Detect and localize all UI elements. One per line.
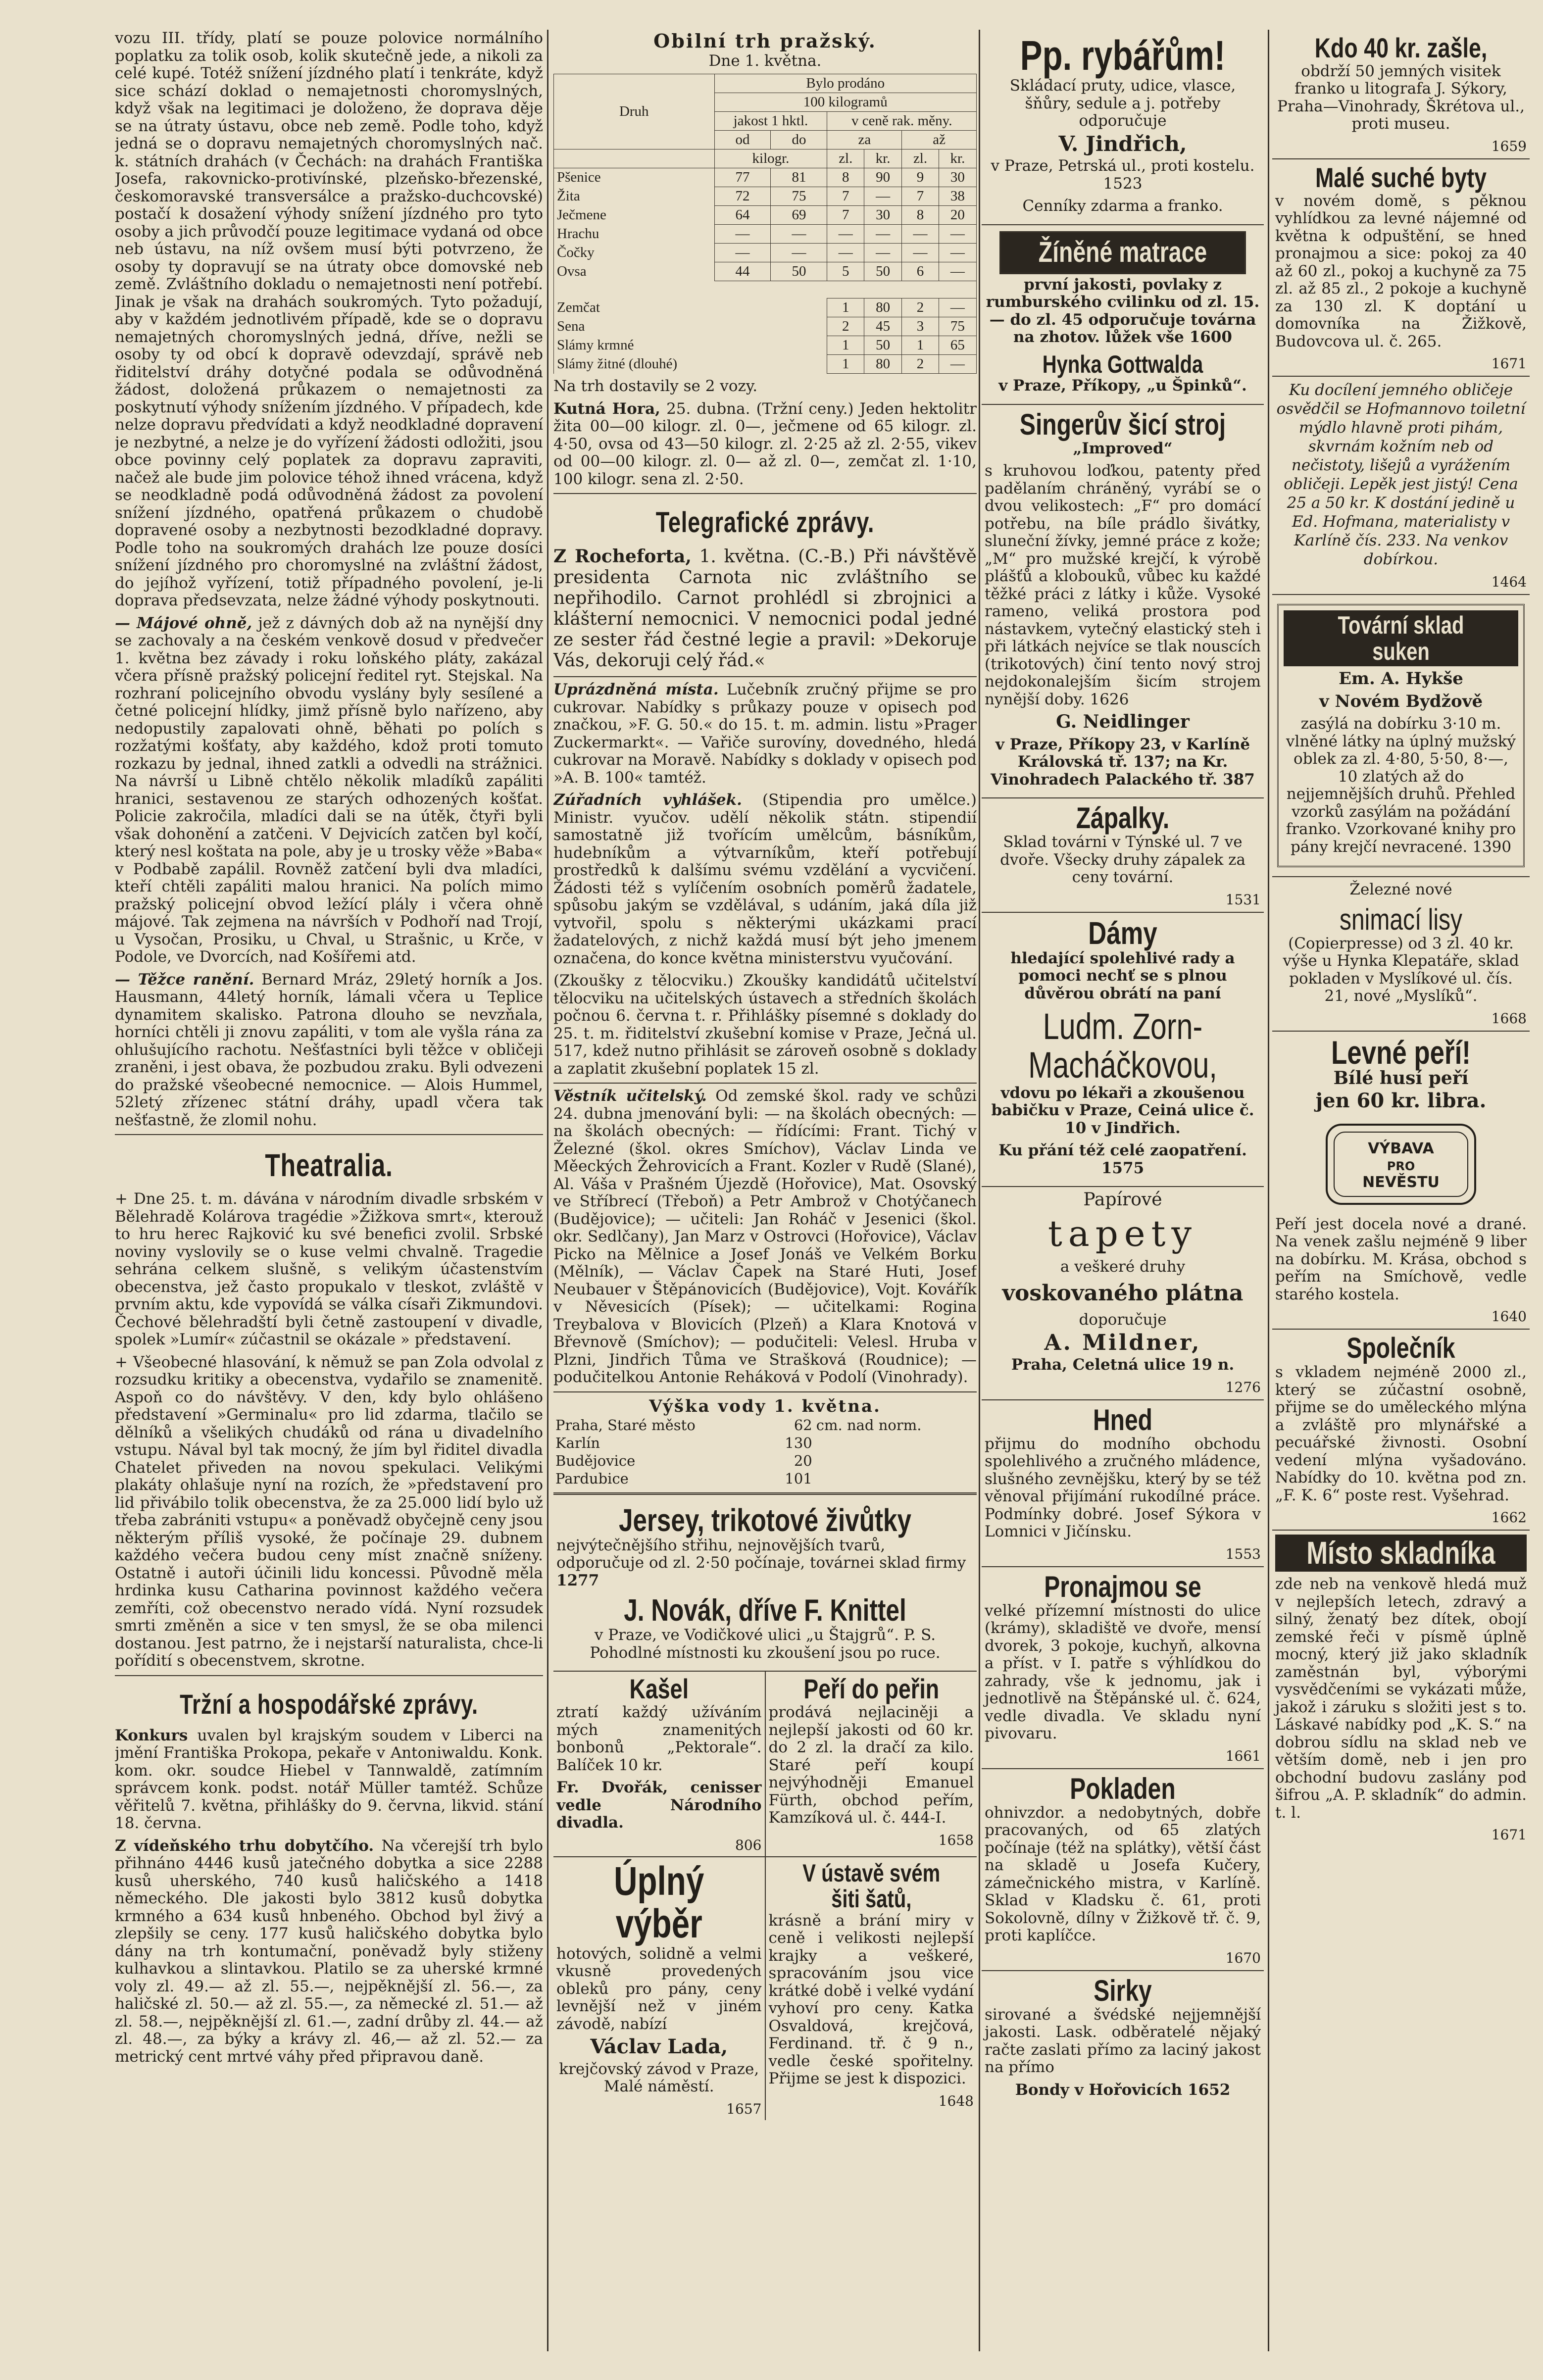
- column-rule: [1268, 30, 1269, 2351]
- table-cell: 81: [771, 168, 827, 187]
- table-cell: 7: [902, 187, 939, 206]
- ad-text: obdrží 50 jemných visitek franko u litografa J. Sýkory, Praha—Vinohrady, Škrétova ul., proti museu.: [1277, 62, 1525, 133]
- table-cell: 45: [864, 317, 902, 336]
- ad-text: [556, 1537, 974, 1590]
- ad-number: 1652: [1188, 2081, 1231, 2099]
- water-unit: [814, 1470, 977, 1488]
- ad-text: s vkladem nejméně 2000 zl., který se zúčastní osobně, přijme se do uměleckého mlýna a zvláště pro mlynářské a pecuářské živnosti. Osobní vedení mlýna vyšadováno. Nabídky do 10. května pod zn. „F. K. 6“ poste rest. Vyšehrad.: [1275, 1363, 1527, 1504]
- table-cell: 8: [827, 168, 864, 187]
- table-cell: —: [902, 225, 939, 244]
- ad-text: [1284, 715, 1518, 856]
- ad-title: Pp. rybářům!: [1020, 32, 1226, 79]
- table-cell: 44: [714, 262, 771, 281]
- ad-title: Pronajmou se: [1044, 1570, 1201, 1603]
- water-title: Výška vody 1. května.: [649, 1396, 881, 1416]
- table-cell: 9: [902, 168, 939, 187]
- table-row: [554, 355, 977, 374]
- col-do: do: [771, 131, 827, 149]
- table-cell: —: [939, 298, 976, 317]
- ad-title: Singerův šicí stroj: [1019, 407, 1226, 441]
- table-cell: —: [939, 262, 976, 281]
- ad-text-body: Ku přání též celé zaopatření.: [998, 1141, 1247, 1160]
- table-cell: 30: [864, 206, 902, 225]
- table-cell: —: [827, 244, 864, 262]
- section-title-trzni: Tržní a hospodářské zprávy.: [180, 1688, 478, 1720]
- table-cell: 6: [902, 262, 939, 281]
- article-heading: Z Rocheforta,: [553, 546, 692, 567]
- ad-matrace: [982, 225, 1264, 405]
- table-cell: 2: [902, 355, 939, 374]
- ad-kasel: [553, 1672, 765, 1856]
- ad-number: 806: [735, 1836, 762, 1853]
- col-jakost: jakost 1 hktl.: [714, 112, 827, 131]
- ad-place: v Novém Bydžově: [1319, 691, 1483, 711]
- ad-number: 1658: [938, 1832, 974, 1848]
- ad-number: 1648: [938, 2092, 974, 2109]
- label-text: PRO: [1387, 1159, 1415, 1173]
- table-cell: —: [902, 244, 939, 262]
- ad-price: jen 60 kr. libra.: [1315, 1089, 1487, 1113]
- table-cell: 50: [864, 336, 902, 355]
- column-4: [1272, 30, 1530, 1847]
- article-text: 25. dubna. (Tržní ceny.) Jeden hektolitr žita 00—00 kilogr. zl. 0—, ječmene od 65 kilogr. zl. 4·50, ovsa od 43—50 kilogr. zl. 2·25 až zl. 2·55, vikev od 00—00 kilogr. zl. 0— až zl. 0—, zemčat zl. 1·10, 100 kilogr. sena zl. 2·50.: [553, 399, 977, 488]
- ad-title: J. Novák, dříve F. Knittel: [624, 1593, 906, 1628]
- ad-subtitle: „Improved“: [1073, 439, 1173, 457]
- ad-number: 1640: [1491, 1308, 1527, 1325]
- divider: [115, 1675, 543, 1676]
- table-cell: Ovsa: [554, 262, 715, 281]
- table-cell: 2: [902, 298, 939, 317]
- ad-text: sirované a švédské nejjemnější jakosti. Lask. odběratelé nějaký račte zaslati přímo za laciný jakost na přímo: [985, 2005, 1261, 2077]
- label-text: NEVĚSTU: [1362, 1173, 1440, 1191]
- grain-rows: [554, 168, 977, 281]
- ad-number: 1553: [1225, 1545, 1261, 1562]
- ad-text: a veškeré druhy: [1060, 1257, 1186, 1276]
- column-3: [982, 30, 1264, 2108]
- ad-title: Společník: [1346, 1332, 1455, 1365]
- divider: [553, 1391, 977, 1392]
- divider: [553, 493, 977, 494]
- table-row: [554, 336, 977, 355]
- ad-number: 1659: [1491, 138, 1527, 154]
- ad-number: 1626: [1090, 690, 1129, 708]
- ad-number: 1661: [1225, 1747, 1261, 1764]
- article-text: + Všeobecné hlasování, k němuž se pan Zola odvolal z rozsudku kritiky a obecenstva, vydařilo se znamenitě. Aspoň co do návštěvy. V den, kdy bylo ohlášeno představení »Germinalu« pro lid zdarma, tlačilo se dělníků a všelikých chudáků od rána u divadelního vstupu. Nával byl tak mocný, že jím byl řiditel divadla Chatelet přiveden na novou spekulaci. Velikými plakáty ohlašuje nyní na rozích, že »představení pro lid přivábilo tolik obecenstva, že za 25.000 lidí bylo už třeba zabrániti vstupu« a poněvadž obyčejně ceny jsou některým příliš vysoké, že počínaje 29. dubnem každého večera budou ceny míst značně sníženy. Ostatně i autoři účinili lidu koncessi. Původně měla hrdinka kusu Catharina povinnost každého večera zemříti, což obecenstvo nerado vídá. Nyní rozsudek smrti změněn a sice v ten smysl, že se oba milenci dostanou. Jest patrno, že i nejstarší naturalista, chce-li pořídití s obecenstvem, skrotne.: [115, 1353, 543, 1670]
- water-place: Pardubice: [555, 1470, 629, 1487]
- table-cell: —: [939, 244, 976, 262]
- col-kr: kr.: [864, 149, 902, 168]
- ad-text: Praha, Celetná ulice 19 n.: [1011, 1356, 1235, 1374]
- market-date: Dne 1. května.: [708, 52, 822, 70]
- table-cell: 7: [827, 206, 864, 225]
- table-cell: —: [939, 355, 976, 374]
- table-cell: 2: [827, 317, 864, 336]
- ad-zapalky: [982, 798, 1264, 913]
- table-cell: 50: [864, 262, 902, 281]
- table-cell: —: [864, 225, 902, 244]
- table-row: [554, 168, 977, 187]
- table-cell: —: [864, 187, 902, 206]
- ad-number: 1531: [1225, 891, 1261, 908]
- water-value: 62: [794, 1416, 812, 1434]
- ad-text: ohnivzdor. a nedobytných, dobře pracovaných, od 65 zlatých počínaje (též na splátky), větší část na skladě u Josefa Kučery, zámečnického mistra, v Karlíně. Sklad v Kladsku č. 61, proti Sokolovně, dílny v Žižkově tř. č. 9, proti kaplíčce.: [985, 1803, 1261, 1945]
- article-vest: [553, 1088, 977, 1387]
- spacer: [554, 281, 977, 298]
- divider: [553, 676, 977, 677]
- ad-title: Hned: [1093, 1403, 1152, 1437]
- ad-name: V. Jindřich,: [1058, 131, 1187, 156]
- table-cell: 5: [827, 262, 864, 281]
- article-text: Lučebník zručný přijme se pro cukrovar. Nabídky s průkazy pouze v opisech pod značkou, »F. G. 50.« do 15. t. m. admin. listu »Prager Zuckermarkt«. — Vařiče surovíny, dovedného, hledá cukrovar na Moravě. Nabídky s doklady v opisech pod »A. B. 100« tamtéž.: [553, 681, 977, 787]
- col-kr: kr.: [939, 149, 976, 168]
- ad-text-body: zasýlá na dobírku 3·10 m. vlněné látky na úplný mužský oblek za zl. 4·80, 5·50, 8·—, 10 zlatých až do nejjemnějších druhů. Přehled vzorků zasýlám na požádání franko. Vzorkované knihy pro pány krejčí nevracené.: [1286, 715, 1516, 856]
- table-cell: Ječmene: [554, 206, 715, 225]
- ad-text: [985, 1142, 1261, 1177]
- col-unit: 100 kilogramů: [714, 93, 976, 112]
- article-heading: Konkurs: [115, 1726, 188, 1744]
- ad-number: 1390: [1472, 838, 1512, 856]
- ad-lisy: [1272, 877, 1530, 1032]
- ad-text: Papírové: [1083, 1190, 1162, 1210]
- table-row: [554, 187, 977, 206]
- divider: [553, 1083, 977, 1084]
- table-cell: 30: [939, 168, 976, 187]
- ad-name: Václav Lada,: [590, 2035, 728, 2059]
- table-row: [554, 244, 977, 262]
- ad-row: [553, 1672, 977, 1857]
- ad-text: Bílé husí peří: [1333, 1067, 1469, 1089]
- column-rule: [979, 30, 980, 2351]
- table-cell: 8: [902, 206, 939, 225]
- table-cell: —: [771, 244, 827, 262]
- label-text: VÝBAVA: [1368, 1140, 1434, 1157]
- ad-name: Ludm. Zorn-: [1043, 1006, 1203, 1047]
- other-rows: [554, 298, 977, 374]
- feather-label-icon: [1312, 1115, 1490, 1214]
- table-cell: 1: [902, 336, 939, 355]
- ad-uplny: [553, 1857, 765, 2120]
- ad-text: [985, 157, 1261, 193]
- section-title-telegraf: Telegrafické zprávy.: [655, 506, 875, 539]
- article-text: uvalen byl krajským soudem v Liberci na jmění Františka Prokopa, pekaře v Antoniwaldu. Konk. kom. okr. soudce Hiebel v Tannwaldě, zatímním správcem konk. podst. notář Müller tamtéž. Schůze věřitelů 7. května, přihlášky do 9. června, likvid. stání 18. června.: [115, 1726, 543, 1832]
- ad-text: Fr. Dvořák, cenisser vedle Národního divadla.: [556, 1779, 762, 1832]
- article-text: Od zemské škol. rady ve schůzi 24. dubna jmenování byli: — na školách obecných: — na školách obecných: — řídícími: Frant. Tichý v Železné (škol. okres Smíchov), Václav Linda ve Měeckých Žehrovicích a Frant. Kozler v Rudě (Slané), Al. Váša v Prašném Újezdě (Hořovice), Mat. Osovský ve Stříbrecí (Třeboň) a Petr Ambrož v Chotýčanech (Budějovice); — učiteli: Jan Roháč v Jesenici (škol. okr. Sedlčany), Jan Marz v Ostrovci (Hořovice), Václav Picko na Mělnice a Josef Jonáš ve Velkém Borku (Mělník), — Václav Čapek na Staré Huti, Josef Neubauer v Štěpánovicích (Budějovice), Vojt. Kovářík v Něvesicích (Písek); — učitelkami: Rogina Treybalova v Blovicích (Plzeň) a Klara Knotová v Břevnově (Smíchov); — podučiteli: Velesl. Hruba v Plzni, Jindřich Tůma ve Strašková (Roudnice); — podučitelkou Antonie Reháková v Podolí (Vinohrady).: [553, 1087, 977, 1386]
- water-table: [553, 1416, 977, 1488]
- ad-title: Zápalky.: [1076, 801, 1170, 835]
- table-cell: Slámy žitné (dlouhé): [554, 355, 827, 374]
- ad-text: [985, 462, 1261, 708]
- table-cell: Čočky: [554, 244, 715, 262]
- ad-singer: [982, 405, 1264, 799]
- ad-number: 1523: [1103, 174, 1143, 193]
- ad-text: ztratí každý užíváním mých znamenitých bonbonů „Pektorale“. Balíček 10 kr.: [556, 1703, 762, 1774]
- ad-number: 1575: [1101, 1159, 1145, 1177]
- article-heading: Zúřadních vyhlášek.: [553, 791, 742, 809]
- ad-name: Bondy v Hořovicích: [1015, 2081, 1183, 2099]
- ad-text: v Praze, ve Vodičkové ulici „u Štajgrů“. P. S. Pohodlné místnosti ku zkoušení jsou po ruce.: [590, 1626, 941, 1662]
- ad-name: Macháčkovou,: [1028, 1044, 1217, 1086]
- article-zur: [553, 792, 977, 967]
- ad-number: 1464: [1491, 574, 1527, 591]
- table-cell: 3: [902, 317, 939, 336]
- table-cell: 1: [827, 355, 864, 374]
- ad-text: krásně a brání miry v ceně i velikosti nejlepší krajky a veškeré, spracováním jsou vice krátké době i velké vydání vyhoví pro ceny. Katka Osvaldová, krejčová, Ferdinand. tř. č 9 n., vedle české spořitelny. Přijme se jest k dispozici.: [768, 1911, 974, 2088]
- water-place: Praha, Staré město: [555, 1416, 696, 1434]
- ad-title: Kašel: [629, 1673, 689, 1705]
- ad-title: Úplný výběr: [614, 1858, 704, 1946]
- water-value: 20: [794, 1452, 812, 1469]
- ad-text: v Praze, Příkopy 23, v Karlíně Královská tř. 137; na Kr. Vinohradech Palackého tř. 387: [991, 735, 1255, 789]
- ad-male-byty: [1272, 159, 1530, 377]
- ad-spolecnik: [1272, 1330, 1530, 1531]
- ad-title-box: [1284, 610, 1518, 666]
- ad-number: 1276: [1225, 1379, 1261, 1395]
- ad-damy: [982, 913, 1264, 1188]
- ad-text: [985, 2082, 1261, 2099]
- ad-text: Cenníky zdarma a franko.: [1022, 197, 1223, 215]
- table-cell: 75: [939, 317, 976, 336]
- table-cell: 1: [827, 298, 864, 317]
- ad-number: 1670: [1225, 1949, 1261, 1966]
- ad-address: v Praze, Petrská ul., proti kostelu.: [991, 157, 1255, 175]
- table-row: [554, 317, 977, 336]
- ad-text-body: první jakosti, povlaky z rumburského cvilinku od zl. 15.— do zl. 45 odporučuje továrna na zhotov. lůžek vše: [986, 275, 1260, 347]
- table-cell: Slámy krmné: [554, 336, 827, 355]
- market-note: Na trh dostavily se 2 vozy.: [553, 377, 758, 395]
- col-cena: v ceně rak. měny.: [827, 112, 977, 131]
- ad-title: Žíněné matrace: [1038, 236, 1207, 268]
- ad-ustave: [765, 1857, 977, 2120]
- table-cell: 80: [864, 355, 902, 374]
- ad-text: [985, 276, 1261, 347]
- ad-skladnik: [1272, 1531, 1530, 1847]
- article-tezce: [115, 971, 543, 1130]
- ad-text: doporučuje: [1079, 1311, 1167, 1329]
- article-upr: [553, 681, 977, 787]
- table-row: [553, 1416, 977, 1434]
- ad-peri: [765, 1672, 977, 1856]
- article-heading: Z vídeňského trhu dobytčího.: [115, 1836, 374, 1855]
- ad-mydlo: [1272, 377, 1530, 595]
- ad-text: Železné nové: [1349, 881, 1452, 899]
- ad-text-body: nejvýtečnějšího střihu, nejnovějších tvarů, odporučuje od zl. 2·50 počínaje, továrnei sklad firmy: [556, 1536, 966, 1572]
- col-od: od: [714, 131, 771, 149]
- ad-title: Místo skladníka: [1306, 1535, 1495, 1571]
- ad-sirky: [982, 1971, 1264, 2108]
- table-row: [554, 262, 977, 281]
- ad-text: (Copierpresse) od 3 zl. 40 kr. výše u Hynka Klepatáře, sklad pokladen v Myslíkové ul. čís. 21, nové „Myslíků“.: [1283, 934, 1519, 1005]
- ad-hned: [982, 1400, 1264, 1567]
- col-zl: zl.: [902, 149, 939, 168]
- ad-title: Malé suché byty: [1315, 161, 1487, 193]
- table-cell: 90: [864, 168, 902, 187]
- article-konkurs: [115, 1727, 543, 1833]
- ad-title: Pokladen: [1070, 1772, 1176, 1805]
- table-cell: —: [864, 244, 902, 262]
- ad-text: vdovu po lékaři a zkoušenou babičku v Praze, Ceiná ulice č. 10 v Jindřich.: [991, 1084, 1254, 1137]
- table-row: [554, 206, 977, 225]
- table-row: [554, 225, 977, 244]
- article-text: (Stipendia pro umělce.) Ministr. vyučov. udělí několik státn. stipendií samostatně již tvořícím umělcům, básníkům, hudebníkům a výtvarníkům, kteří potřebují prostředků k dalšímu svému vzdělání a vycvičení. Žádosti též s vylíčením osobních poměrů žadatele, spůsobu jakým se vzdělával, s udáním, jaká díla již vytvořil, spolu s některými ukázkami prací žadatelových, z nichž každá musí být jeho jmenem označena, do konce května ministerstvu vyučování.: [553, 791, 977, 967]
- water-unit: [814, 1434, 977, 1452]
- article-text: Na včerejší trh bylo přihnáno 4446 kusů jatečného dobytka a sice 2288 kusů uherského, 740 kusů haličského a 1418 německého. Dle jakosti bylo 3812 kusů dobytka krmného a 634 kusů hnbeného. Obchod byl živý a zlepšily se ceny. 177 kusů haličského dobytka bylo dány na trh kontumační, poněvadž byly stiženy kulhavkou a slintavkou. Platilo se za uherské krmné voly zl. 49.— až zl. 55.—, nejpěknější zl. 56.—, za haličské zl. 50.— až zl. 55.—, za německé zl. 51.— až zl. 58.—, nejpěknější zl. 61.—, zadní drůby zl. 44.— až zl. 48.—, za býky a krávy zl. 46,— až zl. 52.— za metrický cent mrtvé váhy před připravou daně.: [115, 1836, 543, 2066]
- table-cell: —: [827, 225, 864, 244]
- ad-title-box: [1275, 1535, 1527, 1572]
- ad-pronajmou: [982, 1567, 1264, 1769]
- column-rule: [547, 30, 548, 2351]
- ad-name: A. Mildner,: [1044, 1330, 1201, 1355]
- ad-text: Skládací pruty, udice, vlasce, šňůry, sedule a j. potřeby odporučuje: [1009, 77, 1236, 130]
- ad-number: 1600: [1189, 328, 1232, 347]
- table-cell: —: [714, 244, 771, 262]
- ad-number: 1662: [1491, 1509, 1527, 1526]
- ad-title: Kdo 40 kr. zašle,: [1314, 32, 1488, 63]
- article-majove: [115, 615, 543, 966]
- table-cell: —: [714, 225, 771, 244]
- table-cell: Pšenice: [554, 168, 715, 187]
- table-cell: Žita: [554, 187, 715, 206]
- ad-tapety: [982, 1187, 1264, 1400]
- ad-text: Peří jest docela nové a drané. Na venek zašlu nejméně 9 liber na dobírku. M. Krása, obchod s peřím na Smíchově, vedle starého kostela.: [1275, 1215, 1527, 1303]
- ad-number: 1668: [1491, 1010, 1527, 1027]
- table-cell: 65: [939, 336, 976, 355]
- ad-title: Sirky: [1094, 1974, 1152, 2007]
- article-text: + Dne 25. t. m. dávána v národním divadle srbském v Bělehradě Kolárova tragédie »Žižkova smrt«, kterouž to hru herec Rajković ku své benefici zvolil. Srbské noviny vyslovily se o kuse velmi chvalně. Tragedie sehrána celkem slušně, s velikým účastenstvím obecenstva, jež často propukalo v tleskot, zvláště v prvním aktu, kde vypovídá se válka císaři Zikmundovi. Čechové bělehradští byli četně zastoupení v divadle, spolek »Lumír« zúčastnil se okázale » představení.: [115, 1190, 543, 1348]
- ad-text: hledající spolehlivé rady a pomoci nechť se s plnou důvěrou obrátí na paní: [1010, 949, 1235, 1002]
- ad-rybari: [982, 30, 1264, 225]
- water-value: 101: [785, 1470, 812, 1487]
- ad-title: V ústavě svém šiti šatů,: [802, 1859, 940, 1913]
- table-row: [553, 1434, 977, 1452]
- table-cell: 7: [827, 187, 864, 206]
- blank-cell: [554, 149, 715, 168]
- article-text: jež z dávných dob až na nynější dny se zachovaly a na českém venkově dosud v předvečer 1. května bez závady i roku loňského pláty, zakázal včera přísně pražský policejní ředitel ryt. Stejskal. Na rozhraní policejního obvodu vyslány byly sesílené a četné policejní hlídky, jimž přísně bylo nařízeno, aby nedopustily zapalovati ohně, běhati po polích s rozžatými košťaty, aby každého, kdož proti tomuto rozkazu by jednal, ihned zatkli a odvedli na strážnici. Na návrší u Libně chtělo několik mladíků zapáliti hranici, sestavenou ze starých odhozených košťat. Policie zakročila, mladíci dali se na útěk, čtyři byli však dohonění a zatčeni. V Dejvicích zatčen byl kočí, který nesl koštata na pole, aby je u trosky věže »Baba« v Podbabě zapálil. Rovněž zatčení byli dva mladíci, kteří chtěli zapáliti malou hranici. Na polích mimo pražský policejní obvod ležící plály i včera ohně májové. Tak zejmena na návrších v Podhoří nad Trojí, u Vysočan, Prosiku, u Chval, u Strašnic, u Krče, v Podole, ve Dvorcích, nad Košířemi atd.: [115, 614, 543, 966]
- water-place: Karlín: [555, 1434, 600, 1451]
- col-sold: Bylo prodáno: [714, 74, 976, 93]
- ad-text-body: s kruhovou loďkou, patenty před padělaním chráněný, vyrábí se o dvou velikostech: „F“ pro domácí potřebu, na bíle prádlo šivátky, sluneční žívky, jemné práce z kože; „M“ pro mužské krejčí, k výrobě plášťů a klobouků, vůbec ku každé těžké práci z látky i kůže. Vysoké rameno, veliká prostora pod nástavkem, vytečný elastický steh i při látkách nejvíce se tlak nouscích (trikotových) činí tento nový stroj nejdokonalejším šicím strojem nynější doby.: [985, 462, 1261, 708]
- ad-jersey: [553, 1500, 977, 1672]
- table-cell: 77: [714, 168, 771, 187]
- article-text: vozu III. třídy, platí se pouze polovice normálního poplatku za tolik osob, kolik skutečně jede, a nikoli za celé kupé. Totéž snížení jízdného platí i tenkráte, když sice schází doklad o nemajetnosti choromyslných, když však na legitimaci je doloženo, že doprava děje se na útraty ústavu, obce neb země. Podle toho, když jedná se o dopravu nemajetných choromyslných nač. k. státních drahách (v Čechách: na drahách Františka Josefa, rakovnicko-protivínské, plzeňsko-březenské, českomoravské transversálce a pražsko-duchcovské) postačí k dosažení výhody snížení jízdného pro tyto osoby a jich průvodčí pouze legitimace vydaná od obce neb ústavu, na níž ovšem musí býti potvrzeno, že osoby ty dopravují se na útraty obce domovské neb země. Zvláštního dokladu o nemajetnosti není potřebí. Jinak je však na drahách soukromých. Tyto požadují, aby v každém jednotlivém případě, kde se o dopravu nemajetných choromyslných jedná, dříve, nežli se osoby ty od obcí k dopravě odevzdají, správě neb řiditelství dráhy dotyčné podala se odůvodněná žádost, doložená průkazem o nemajetnosti za poskytnutí výhody snížením jízdného. V případech, kde nelze dopravu předvídati a když neodkladné dopravení je nezbytné, a nelze je do vyřízení žádosti odložiti, jsou obce povinny celý poplatek za dopravu zapraviti, načež ale bude jim polovice téhož ihned vrácena, když se neodkladně podá odůvodněná žádost za povolení snížení jízdného, opatřená průkazem o chudobě dopravené osoby a nezbytnosti bezodkladné dopravy. Podle toho na soukromých drahách lze pouze dosíci snížení jízdného pro choromyslné na zvláštní žádost, do jejíhož vyřízení, totiž případného povolení, je-li doprava předsevzata, nelze žádné výhody poskytnouti.: [115, 30, 543, 609]
- col-zl: zl.: [827, 149, 864, 168]
- ad-number: 1671: [1491, 355, 1527, 372]
- table-cell: 38: [939, 187, 976, 206]
- ad-text: krejčovský závod v Praze, Malé náměstí.: [559, 2060, 759, 2096]
- divider: [553, 1492, 977, 1495]
- ad-title: Levné peří!: [1331, 1034, 1471, 1071]
- article-heading: — Těžce ranění.: [115, 970, 254, 989]
- ad-name: G. Neidlinger: [1056, 711, 1190, 733]
- table-cell: 20: [939, 206, 976, 225]
- col-az: až: [902, 131, 977, 149]
- ad-text: hotových, solidně a velmi vkusně provedených obleků pro pány, ceny levnější než v jiném závodě, nabízí: [556, 1944, 762, 2033]
- ad-title: snimací lisy: [1339, 902, 1463, 936]
- table-cell: Zemčat: [554, 298, 827, 317]
- ad-row: [553, 1857, 977, 2120]
- ad-number: 1277: [556, 1571, 599, 1589]
- water-unit: cm. nad norm.: [816, 1416, 922, 1434]
- section-title-theatralia: Theatralia.: [265, 1147, 393, 1183]
- ad-text: prodává nejlaciněji a nejlepší jakosti od 60 kr. do 2 zl. la dračí za kilo. Staré peří koupí nejvýhodněji Emanuel Fürth, obchod peřím, Kamzíková ul. č. 444-I.: [768, 1703, 974, 1827]
- table-cell: 80: [864, 298, 902, 317]
- article-heading: Kutná Hora,: [553, 399, 660, 418]
- ad-name: Hynka Gottwalda: [1042, 350, 1203, 378]
- article-trh: [115, 1837, 543, 2066]
- article-text: Bernard Mráz, 29letý horník a Jos. Hausmann, 44letý horník, lámali včera u Teplice dynamitem skalisko. Patrona dlouho se nevzňala, horníci chtěli ji znovu zapáliti, v tom ale vyšla rána za ohlušujícího rachotu. Nešťastníci byli těžce v obličeji zraněni, i jest obava, že pozbudou zraku. Byli odvezeni do pražské všeobecné nemocnice. — Alois Hummel, 52letý zřízenec státní dráhy, upadl včera tak nešťastně, že zlomil nohu.: [115, 970, 543, 1129]
- ad-number: 1657: [726, 2100, 762, 2117]
- ad-frame: [1277, 604, 1525, 867]
- article-text: (Zkoušky z tělocviku.) Zkoušky kandidátů učitelství tělocviku na učitelských ústavech a středních školách počnou 6. června t. r. Přihlášky písemné s doklady do 25. t. m. řiditelství zkušební komise v Praze, Ječná ul. 517, kdež nutno přihlásit se zároveň osobně s doklady a zaplatit zkušební poplatek 15 zl.: [553, 972, 977, 1078]
- divider: [115, 1134, 543, 1135]
- ad-text: zde neb na venkově hledá muž v nejlepších letech, zdravý a silný, ženatý bez dítek, obojí zemské řeči v písmě úplně mocný, který již jako skladník zaměstnán byl, výborými vysvědčeními se vykázati může, jakož i záruku s složiti jest s to. Láskavé nabídky pod „K. S.“ na dobrou sídlu na sklad neb ve větším domě, neb i jen pro obchodní budovu zaslány pod šifrou „A. P. skladník“ do admin. t. l.: [1275, 1575, 1527, 1822]
- market-table: [553, 74, 977, 374]
- table-cell: Hrachu: [554, 225, 715, 244]
- article-heading: Věstník učitelský.: [553, 1087, 707, 1105]
- water-unit: [814, 1452, 977, 1470]
- column-2: [553, 30, 977, 2120]
- table-cell: 69: [771, 206, 827, 225]
- table-cell: 64: [714, 206, 771, 225]
- ad-kdo: [1272, 30, 1530, 159]
- ad-title-box: [999, 231, 1246, 274]
- market-title: Obilní trh pražský.: [653, 30, 877, 52]
- ad-text: v novém domě, s pěknou vyhlídkou za levné nájemné od května k odpuštění, se hned pronajmou a sice: pokoj za 40 až 60 zl., pokoj a kuchyně za 75 zl. až 85 zl., 2 pokoje a kuchyně za 130 zl. K doptání u domovníka na Žižkově, Budovcova ul. č. 265.: [1275, 192, 1527, 350]
- table-row: [553, 1470, 977, 1488]
- ad-title: tapety: [1047, 1212, 1198, 1254]
- article-heading: — Májové ohně,: [115, 614, 252, 632]
- col-kilogr: kilogr.: [714, 149, 827, 168]
- article-text: 1. května. (C.-B.) Při návštěvě presidenta Carnota nic zvláštního se nepřihodilo. Carnot prohlédl si zbrojnici a klášterní nemocnici. V nemocnici podal jedné ze sester řád čestné legie a pravil: »Dekoruje Vás, dekoruji celý řád.«: [553, 546, 977, 671]
- table-row: [553, 1452, 977, 1470]
- col-druh: Druh: [554, 74, 715, 149]
- table-cell: 72: [714, 187, 771, 206]
- ad-title: Jersey, trikotové živůtky: [619, 1502, 911, 1538]
- article-heading: Uprázdněná místa.: [553, 681, 719, 698]
- ad-script-text: Ku docílení jemného obličeje osvědčil se Hofmannovo toiletní mýdlo hlavně proti pihám, skvrnám kožním neb od nečistoty, lišejů a vyrážením obličeji. Lepěk jest jistý! Cena 25 a 50 kr. K dostání jedině u Ed. Hofmana, materialisty v Karlíně čís. 233. Na venkov dobírkou.: [1276, 381, 1526, 569]
- ad-text: v Praze, Příkopy, „u Špinků“.: [998, 377, 1247, 395]
- ad-text: přijmu do modního obchodu spolehlivého a zručného mládence, slušného zevnějšku, který by se též věnoval přijímání rukodílné práce. Podmínky dobré. Josef Sýkora v Lomnici v Jičínsku.: [985, 1435, 1261, 1541]
- article-tele: [553, 546, 977, 671]
- table-cell: 1: [827, 336, 864, 355]
- table-cell: —: [939, 225, 976, 244]
- ad-sukna: [1272, 595, 1530, 877]
- ad-pokladen: [982, 1769, 1264, 1971]
- col-za: za: [827, 131, 902, 149]
- ad-name: Em. A. Hykše: [1339, 669, 1463, 689]
- ad-number: 1671: [1491, 1827, 1527, 1843]
- article-kutna: [553, 400, 977, 489]
- column-1: [115, 30, 543, 2071]
- ad-text: Sklad továrni v Týnské ul. 7 ve dvoře. Všecky druhy zápalek za ceny tovární.: [1000, 833, 1245, 887]
- table-cell: —: [771, 225, 827, 244]
- table-cell: Sena: [554, 317, 827, 336]
- table-cell: 75: [771, 187, 827, 206]
- ad-text: velké přízemní místnosti do ulice (krámy), skladiště ve dvoře, mensí dvorek, 3 pokoje, kuchyň, alkovna a příst. v I. patře s výhlídkou do zahrady, vše k jednomu, jak i jednotlivě na Štěpánské ul. č. 624, vedle divadla. Ve skladu nyní pivovaru.: [985, 1601, 1261, 1743]
- table-cell: 50: [771, 262, 827, 281]
- water-place: Budějovice: [555, 1452, 636, 1469]
- ad-title: voskovaného plátna: [1002, 1281, 1244, 1306]
- ad-peri-levne: [1272, 1032, 1530, 1330]
- ad-title: Tovární sklad suken: [1338, 611, 1464, 665]
- ad-title: Dámy: [1088, 915, 1157, 951]
- water-value: 130: [785, 1434, 812, 1451]
- table-row: [554, 298, 977, 317]
- ad-title: Peří do peřin: [803, 1673, 939, 1705]
